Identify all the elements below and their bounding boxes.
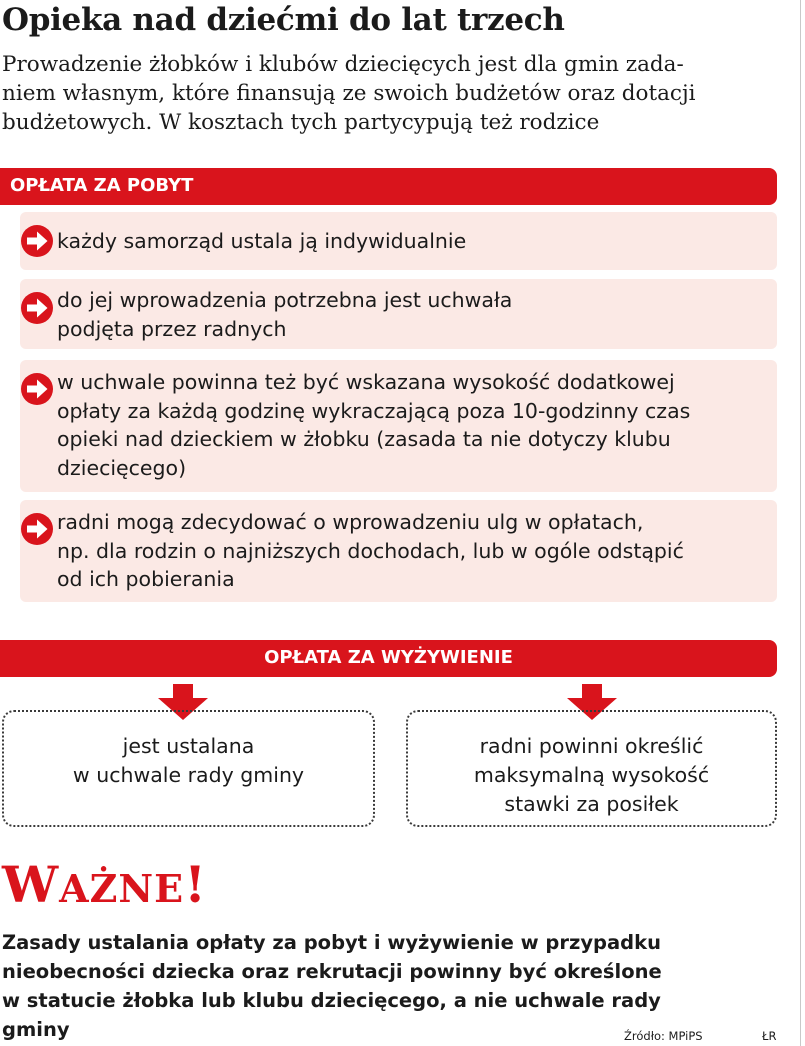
- info-box-text: stawki za posiłek: [504, 792, 679, 816]
- important-note-line: gminy: [2, 1018, 70, 1041]
- intro-paragraph: [2, 50, 782, 137]
- arrow-right-circle-icon: [20, 224, 54, 258]
- intro-line: Prowadzenie żłobków i klubów dziecięcych jest dla gmin zada-: [2, 52, 684, 77]
- list-item: [20, 500, 777, 602]
- divider: [800, 0, 801, 1046]
- list-item-text: dziecięcego): [57, 455, 187, 480]
- important-heading-mark: !: [184, 855, 208, 914]
- source-label: Źródło: MPiPS: [624, 1029, 703, 1043]
- author-initials: ŁR: [762, 1029, 777, 1043]
- arrow-right-circle-icon: [20, 291, 54, 325]
- info-box-text: maksymalną wysokość: [473, 763, 710, 787]
- intro-line: budżetowych. W kosztach tych partycypują też rodzice: [2, 110, 600, 135]
- arrow-right-circle-icon: [20, 372, 54, 406]
- important-heading-rest: AŻNE: [59, 866, 185, 911]
- info-box-right: [406, 710, 777, 827]
- list-item-text: w uchwale powinna też być wskazana wysokość dodatkowej: [57, 370, 675, 394]
- info-box-text: jest ustalana: [122, 734, 255, 758]
- section-header-wyzywienie: OPŁATA ZA WYŻYWIENIE: [0, 640, 777, 677]
- info-box-left: [2, 710, 375, 827]
- intro-line: niem własnym, które finansują ze swoich budżetów oraz dotacji: [2, 81, 696, 106]
- important-heading-initial: W: [2, 855, 60, 914]
- important-note-line: nieobecności dziecka oraz rekrutacji powinny być określone: [2, 960, 662, 983]
- list-item: [20, 360, 777, 492]
- list-item-text: opieki nad dzieckiem w żłobku (zasada ta nie dotyczy klubu: [57, 427, 671, 451]
- important-note: [2, 928, 792, 1044]
- list-item-text: np. dla rodzin o najniższych dochodach, lub w ogóle odstąpić: [57, 538, 684, 563]
- arrow-right-circle-icon: [20, 512, 54, 546]
- page-title: Opieka nad dziećmi do lat trzech: [2, 2, 565, 38]
- important-note-line: Zasady ustalania opłaty za pobyt i wyżywienie w przypadku: [2, 931, 661, 954]
- list-item-text: do jej wprowadzenia potrzebna jest uchwała: [57, 288, 513, 312]
- important-note-line: w statucie żłobka lub klubu dziecięcego, a nie uchwale rady: [2, 989, 661, 1012]
- info-box-text: w uchwale rady gminy: [72, 763, 305, 787]
- list-item-text: od ich pobierania: [57, 567, 235, 591]
- list-item-text: radni mogą zdecydować o wprowadzeniu ulg w opłatach,: [57, 510, 644, 534]
- section-header-pobyt: OPŁATA ZA POBYT: [0, 168, 777, 205]
- list-item-text: opłaty za każdą godzinę wykraczającą poza 10-godzinny czas: [57, 398, 691, 423]
- list-item-text: podjęta przez radnych: [57, 316, 287, 341]
- important-heading: [2, 855, 207, 914]
- list-item-text: każdy samorząd ustala ją indywidualnie: [57, 229, 467, 253]
- info-box-text: radni powinni określić: [479, 734, 704, 758]
- list-item: [20, 212, 777, 270]
- list-item: [20, 279, 777, 349]
